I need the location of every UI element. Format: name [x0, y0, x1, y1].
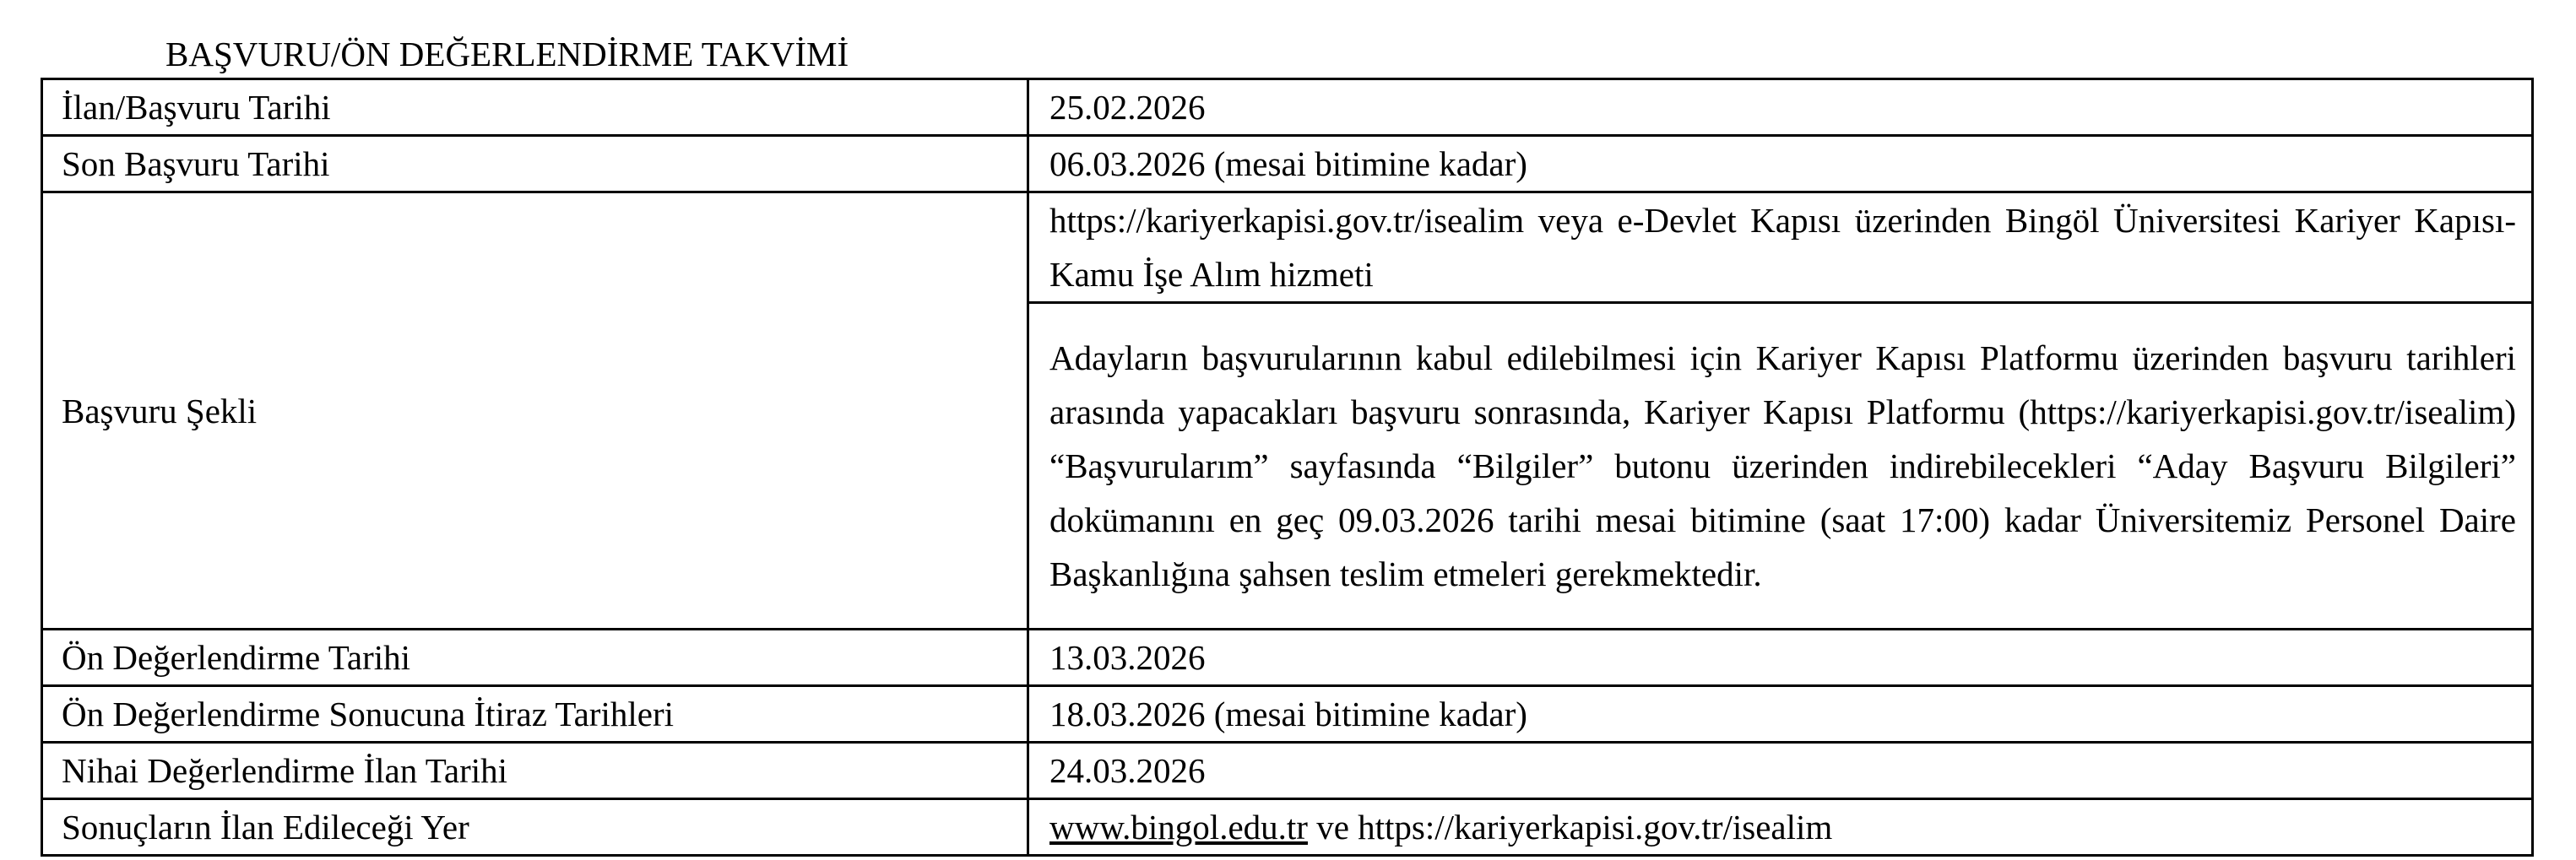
results-website-rest: ve https://kariyerkapisi.gov.tr/isealim: [1307, 808, 1833, 846]
row-label: Ön Değerlendirme Sonucuna İtiraz Tarihleri: [42, 686, 1028, 743]
row-value: 24.03.2026: [1028, 743, 2533, 799]
table-row: [42, 192, 2533, 303]
row-value: https://kariyerkapisi.gov.tr/isealim veya e-Devlet Kapısı üzerinden Bingöl Üniversitesi Kariyer Kapısı-Kamu İşe Alım hizmeti: [1028, 192, 2533, 303]
row-value: 18.03.2026 (mesai bitimine kadar): [1028, 686, 2533, 743]
row-label: İlan/Başvuru Tarihi: [42, 79, 1028, 136]
row-label: Sonuçların İlan Edileceği Yer: [42, 799, 1028, 856]
row-label: Nihai Değerlendirme İlan Tarihi: [42, 743, 1028, 799]
table-row: [42, 686, 2533, 743]
row-label: Başvuru Şekli: [42, 192, 1028, 630]
row-value: 13.03.2026: [1028, 630, 2533, 686]
row-value: [1028, 799, 2533, 856]
row-label: Ön Değerlendirme Tarihi: [42, 630, 1028, 686]
row-value: Adayların başvurularının kabul edilebilmesi için Kariyer Kapısı Platformu üzerinden başvuru tarihleri arasında yapacakları başvuru sonrasında, Kariyer Kapısı Platformu (https://kariyerkapisi.gov.tr/isealim) “Başvurularım” sayfasında “Bilgiler” butonu üzerinden indirebilecekleri “Aday Başvuru Bilgileri” dokümanını en geç 09.03.2026 tarihi mesai bitimine (saat 17:00) kadar Üniversitemiz Personel Daire Başkanlığına şahsen teslim etmeleri gerekmektedir.: [1028, 303, 2533, 630]
results-website-link[interactable]: www.bingol.edu.tr: [1049, 808, 1308, 846]
table-row: [42, 136, 2533, 192]
table-row: [42, 799, 2533, 856]
table-row: [42, 630, 2533, 686]
table-row: [42, 743, 2533, 799]
table-row: [42, 79, 2533, 136]
page-title: BAŞVURU/ÖN DEĞERLENDİRME TAKVİMİ: [165, 35, 849, 73]
row-value: 25.02.2026: [1028, 79, 2533, 136]
application-calendar-table: [41, 78, 2534, 857]
row-value: 06.03.2026 (mesai bitimine kadar): [1028, 136, 2533, 192]
row-label: Son Başvuru Tarihi: [42, 136, 1028, 192]
